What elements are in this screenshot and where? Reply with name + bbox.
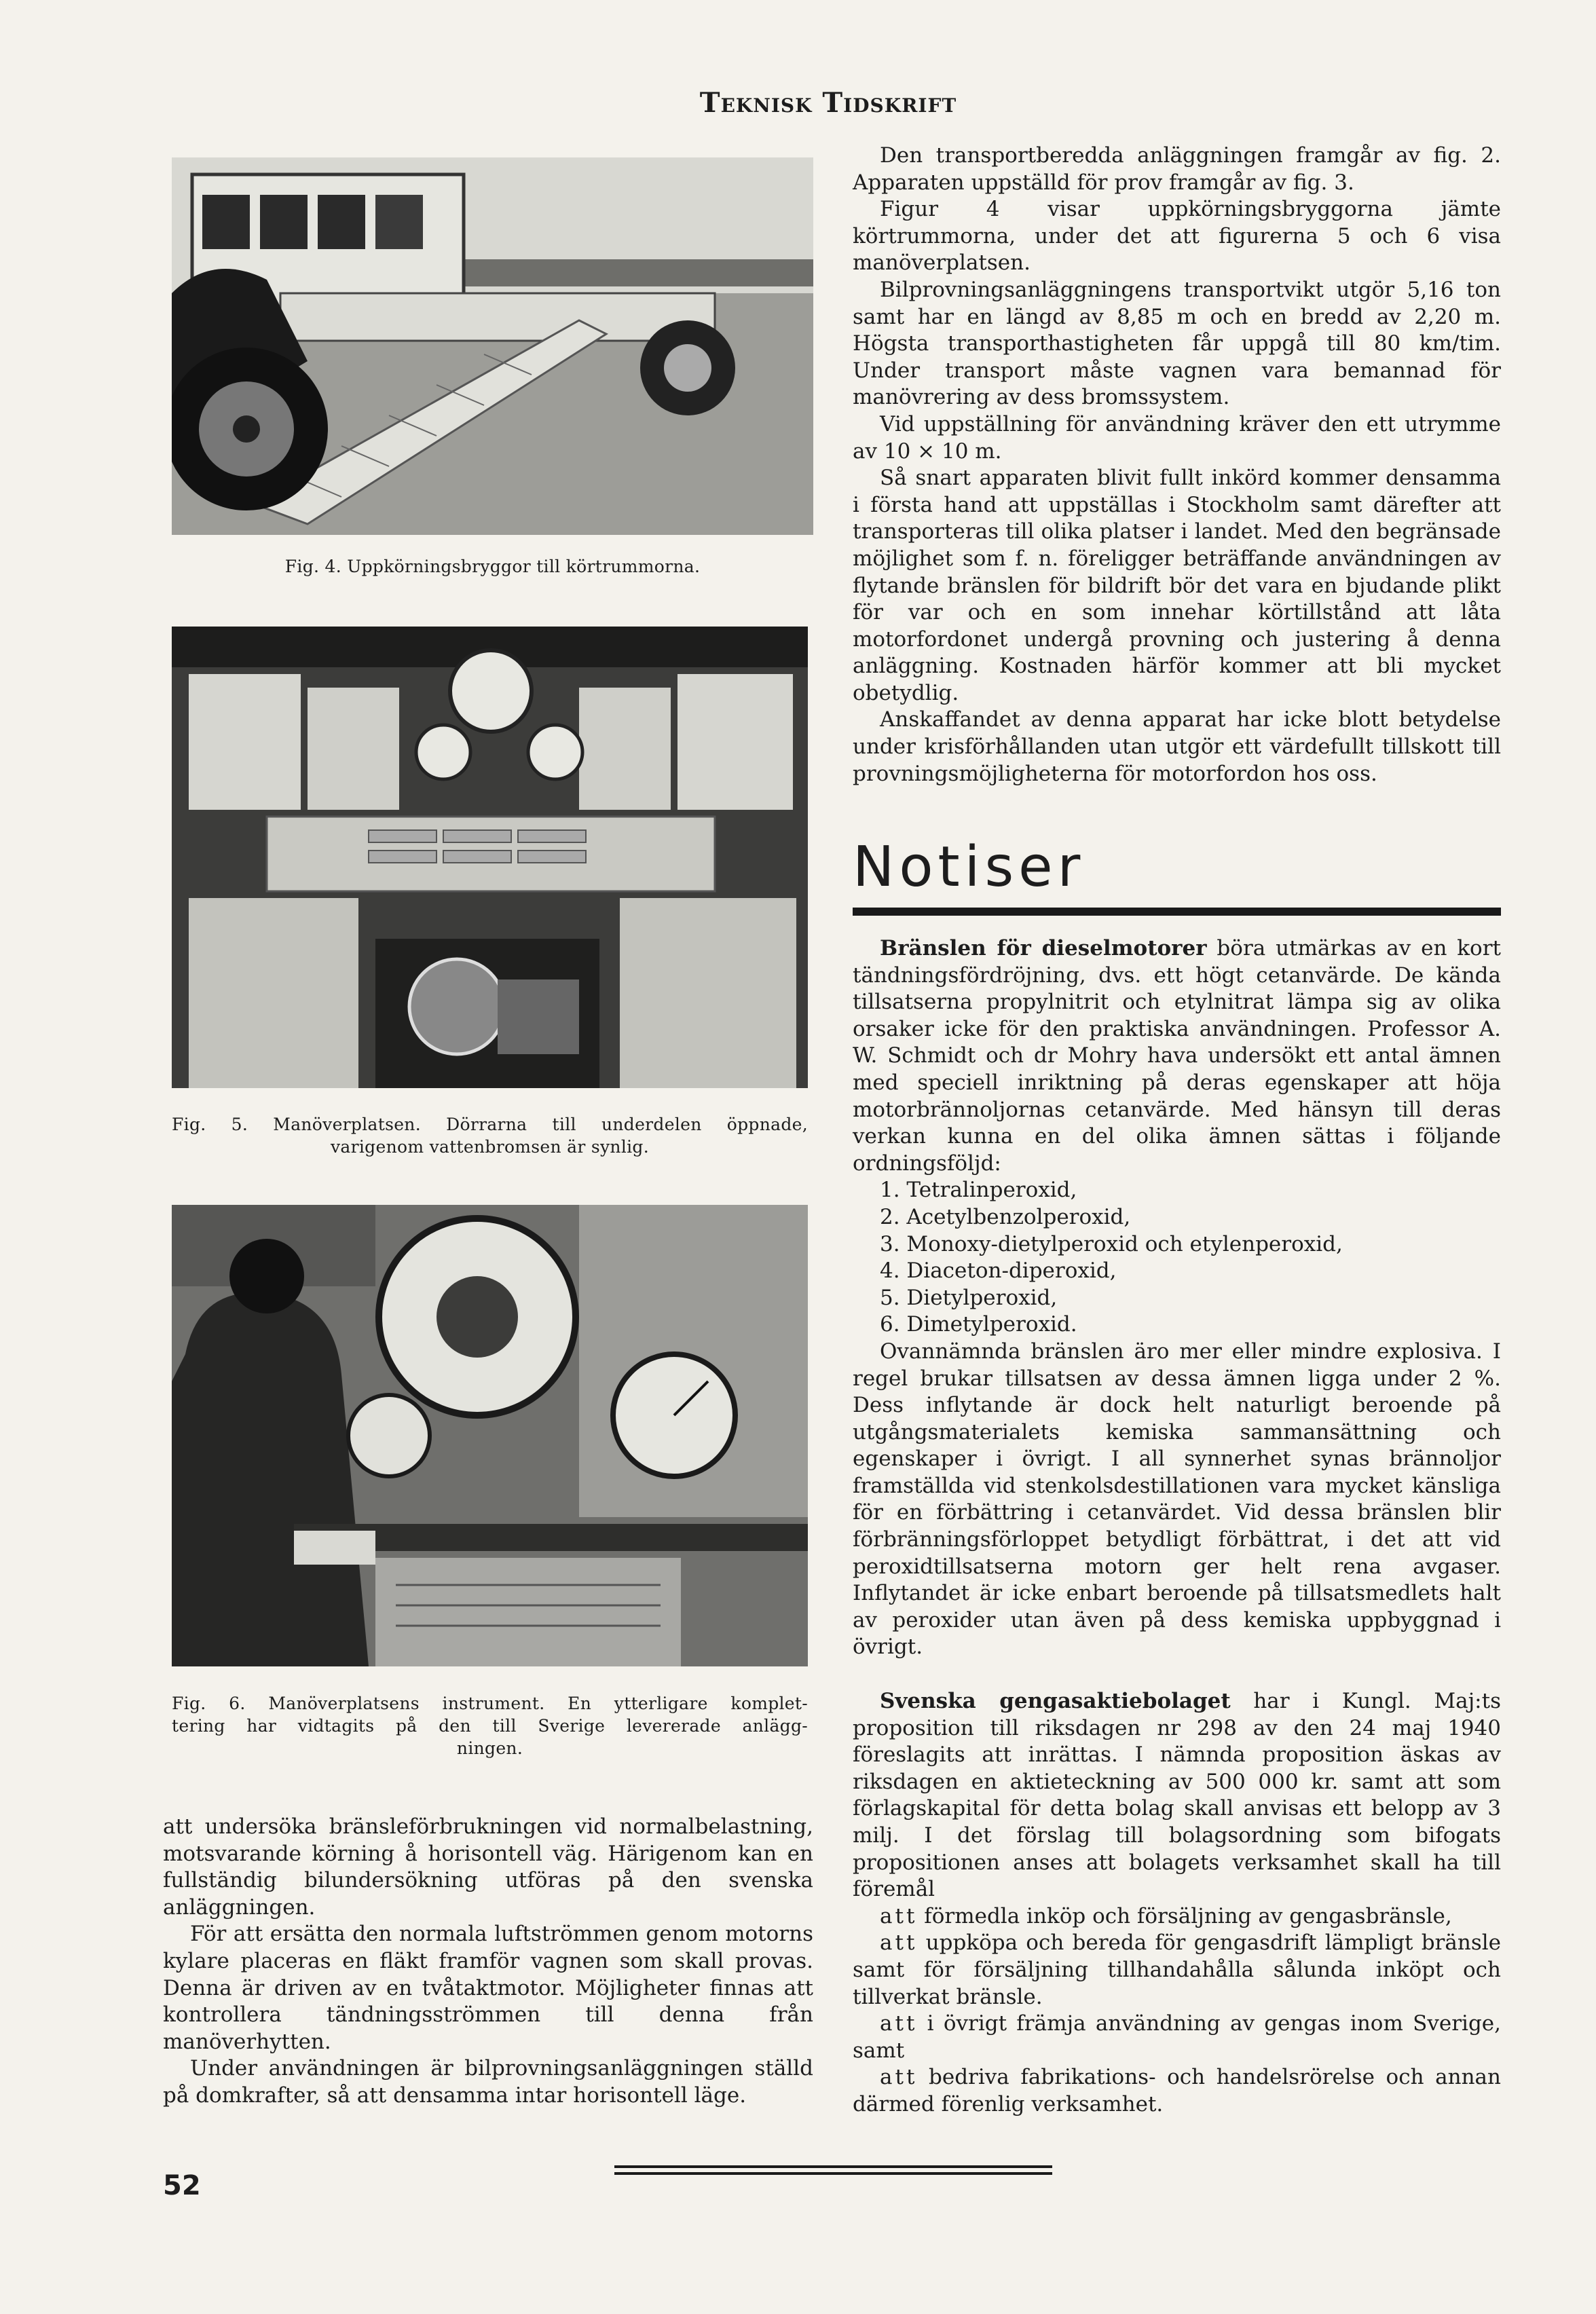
list-item: 3. Monoxy-dietylperoxid och etylenperoxid, bbox=[880, 1231, 1343, 1256]
list-item: 4. Diaceton-diperoxid, bbox=[880, 1258, 1117, 1284]
figure-6-caption-line-2: tering har vidtagits på den till Sverige levererade anlägg- bbox=[172, 1716, 808, 1736]
figure-5-caption-line-2: varigenom vattenbromsen är synlig. bbox=[331, 1137, 649, 1157]
figure-5-caption-line-1: Fig. 5. Manöverplatsen. Dörrarna till underdelen öppnade, bbox=[172, 1115, 808, 1134]
list-item: 2. Acetylbenzolperoxid, bbox=[880, 1204, 1131, 1229]
notis-dieselbranslen-continued: Ovannämnda bränslen äro mer eller mindre explosiva. I regel brukar tillsatsen av dessa ämnen ligga under 2 %. Dess inflytande är dock helt naturligt beroende på utgångsmaterialets kemiska sammansättning och egenskaper i övrigt. I all synnerhet synas brännoljor framställda vid stenkolsdestillationen vara mycket känsliga för en förbättring i cetanvärdet. Vid dessa bränslen blir förbränningsförloppet betydligt förbättrat, i det att vid peroxidtillsatserna motorn ger helt rena avgaser. Inflytandet är icke enbart beroende på tillsatsmedlets halt av peroxider utan även på dess kemiska uppbyggnad i övrigt. bbox=[853, 1339, 1501, 1660]
notiser-text bbox=[853, 935, 1501, 2119]
page-number: 52 bbox=[163, 2170, 201, 2201]
list-item: 6. Dimetylperoxid. bbox=[880, 1312, 1077, 1337]
att-word: att bbox=[880, 2065, 918, 2090]
left-paragraph-1: att undersöka bränsleförbrukningen vid normalbelastning, motsvarande körning å horisontell väg. Härigenom kan en fullständig bilundersökning utföras på den svenska anläggningen. bbox=[163, 1814, 813, 1920]
right-paragraph-6: Anskaffandet av denna apparat har icke blott betydelse under krisförhållanden utan utgör ett värdefullt tillskott till provningsmöjligheterna för motorfordon hos oss. bbox=[853, 707, 1501, 786]
notis-gengasaktiebolaget-text: har i Kungl. Maj:ts proposition till riksdagen nr 298 av den 24 maj 1940 föreslagits att inrättas. I nämnda proposition äskas av riksdagen en aktieteckning av 500 000 kr. samt att som förlagskapital för detta bolag skall anvisas ett belopp av 3 milj. I det förslag till bolagsordning som bifogats propositionen anses att bolagets verksamhet skall ha till föremål bbox=[853, 1689, 1501, 1902]
att-word: att bbox=[880, 2011, 918, 2036]
att-clause-4 bbox=[853, 2064, 1501, 2118]
left-paragraph-2: För att ersätta den normala luftströmmen genom motorns kylare placeras en fläkt framför vagnen som skall provas. Denna är driven av en tvåtaktmotor. Möjligheter finnas att kontrollera tändningsströmmen till denna från manöverhytten. bbox=[163, 1922, 813, 2054]
right-paragraph-5: Så snart apparaten blivit fullt inkörd kommer densamma i första hand att uppställas i Stockholm samt därefter att transporteras till olika platser i landet. Med den begränsade möjlighet som f. n. föreligger beträffande användningen av flytande bränslen för bildrift bör det vara en bjudande plikt för var och en som innehar körtillstånd att låta motorfordonet undergå provning och justering å denna anläggning. Kostnaden härför kommer att bli mycket obetydlig. bbox=[853, 466, 1501, 705]
figure-6-photo bbox=[172, 1205, 808, 1666]
att-word: att bbox=[880, 1930, 918, 1956]
notis-dieselbranslen bbox=[853, 935, 1501, 1177]
att-clause-text: i övrigt främja användning av gengas inom Sverige, samt bbox=[853, 2011, 1501, 2063]
right-paragraph-2: Figur 4 visar uppkörningsbryggorna jämte körtrummorna, under det att figurerna 5 och 6 visa manöverplatsen. bbox=[853, 197, 1501, 276]
figure-6-caption-line-3: ningen. bbox=[456, 1738, 523, 1758]
att-clause-text: bedriva fabrikations- och handelsrörelse och annan därmed förenlig verksamhet. bbox=[853, 2065, 1501, 2116]
right-paragraph-1: Den transportberedda anläggningen framgår av fig. 2. Apparaten uppställd för prov framgår av fig. 3. bbox=[853, 143, 1501, 195]
journal-title: Teknisk Tidskrift bbox=[699, 87, 957, 119]
figure-5-caption bbox=[172, 1113, 808, 1158]
list-item: 5. Dietylperoxid, bbox=[880, 1285, 1058, 1310]
att-word: att bbox=[880, 1903, 918, 1928]
figure-4-photo bbox=[172, 157, 813, 535]
notis-dieselbranslen-title: Bränslen för dieselmotorer bbox=[880, 936, 1207, 960]
figure-6-caption-line-1: Fig. 6. Manöverplatsens instrument. En ytterligare komplet- bbox=[172, 1694, 808, 1713]
att-clause-1 bbox=[853, 1903, 1501, 1930]
footer-rule bbox=[614, 2172, 1052, 2175]
list-item: 1. Tetralinperoxid, bbox=[880, 1178, 1077, 1203]
att-clause-text: förmedla inköp och försäljning av gengasbränsle, bbox=[917, 1903, 1452, 1928]
peroxid-list bbox=[853, 1177, 1501, 1339]
notis-gengasaktiebolaget bbox=[853, 1688, 1501, 1903]
figure-5-photo bbox=[172, 627, 808, 1088]
notiser-rule bbox=[853, 908, 1501, 916]
att-clause-2 bbox=[853, 1930, 1501, 2011]
att-clause-text: uppköpa och bereda för gengasdrift lämpligt bränsle samt för försäljning tillhandahålla sålunda inköpt och tillverkat bränsle. bbox=[853, 1930, 1501, 2009]
figure-4-caption: Fig. 4. Uppkörningsbryggor till körtrummorna. bbox=[284, 557, 701, 576]
left-column-text bbox=[163, 1814, 813, 2110]
att-clause-3 bbox=[853, 2011, 1501, 2064]
right-paragraph-3: Bilprovningsanläggningens transportvikt utgör 5,16 ton samt har en längd av 8,85 m och en bredd av 2,20 m. Högsta transporthastigheten får uppgå till 80 km/tim. Under transport måste vagnen vara bemannad för manövrering av dess bromssystem. bbox=[853, 277, 1501, 410]
footer-rule bbox=[614, 2165, 1052, 2168]
notis-gengasaktiebolaget-title: Svenska gengasaktiebolaget bbox=[880, 1689, 1231, 1714]
right-paragraph-4: Vid uppställning för användning kräver den ett utrymme av 10 × 10 m. bbox=[853, 411, 1501, 464]
right-column-text bbox=[853, 143, 1501, 787]
notiser-heading: Notiser bbox=[853, 835, 1085, 899]
figure-6-caption bbox=[172, 1692, 808, 1759]
notis-dieselbranslen-text: böra utmärkas av en kort tändningsfördröjning, dvs. ett högt cetanvärde. De kända tillsatserna propylnitrit och etylnitrat lämpa sig av olika orsaker icke för den praktiska användningen. Professor A. W. Schmidt och dr Mohry hava undersökt ett antal ämnen med speciell inriktning på deras egenskaper att höja motorbrännoljornas cetanvärde. Med hänsyn till deras verkan kunna en del olika ämnen sättas i följande ordningsföljd: bbox=[853, 936, 1501, 1176]
left-paragraph-3: Under användningen är bilprovningsanläggningen ställd på domkrafter, så att densamma intar horisontell läge. bbox=[163, 2056, 813, 2108]
